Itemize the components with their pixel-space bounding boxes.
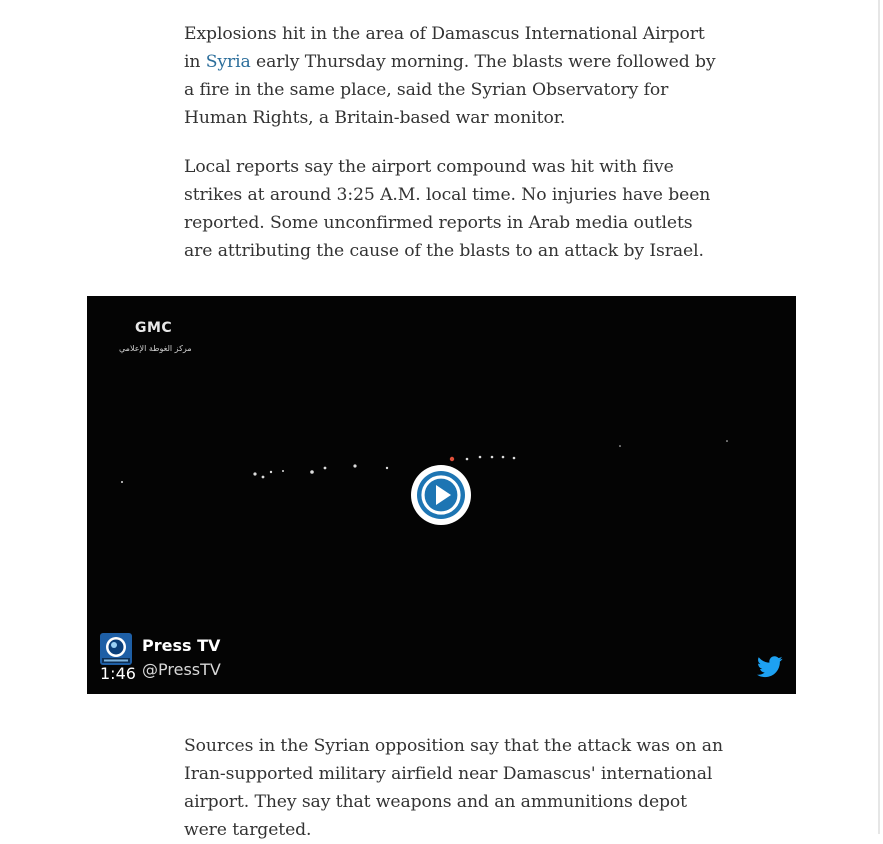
watermark-title: GMC: [135, 320, 173, 336]
article-paragraph-2: Local reports say the airport compound was hit with five strikes at around 3:25 A.M. local time. No injuries have been reported. Some unconfirmed reports in Arab media outlets are attributing the cause of the blasts to an attack by Israel.: [184, 157, 711, 261]
article-paragraph-3: Sources in the Syrian opposition say that the attack was on an Iran-supported military airfield near Damascus' international airport. They say that weapons and an ammunitions depot were targeted.: [184, 736, 723, 840]
author-handle[interactable]: @PressTV: [142, 660, 221, 679]
paragraph-1-text-end: early Thursday morning. The blasts were followed by a fire in the same place, said the Syrian Observatory for Human Rights, a Britain-based war monitor.: [184, 52, 716, 128]
article-paragraph-1: [184, 20, 724, 132]
paragraph-1-text-start: Explosions hit in the area of Damascus International Airport in: [184, 24, 705, 72]
page-edge-rule: [878, 0, 880, 834]
watermark-subtitle: مركز الغوطة الإعلامي: [119, 344, 192, 353]
author-name[interactable]: Press TV: [142, 636, 221, 655]
video-duration: 1:46: [100, 664, 136, 683]
press-tv-logo-icon: [100, 633, 132, 665]
play-icon: [417, 471, 465, 519]
play-button[interactable]: [411, 465, 471, 525]
embedded-tweet-video[interactable]: [87, 296, 796, 694]
twitter-bird-icon[interactable]: [757, 656, 783, 678]
syria-link[interactable]: Syria: [205, 52, 251, 72]
